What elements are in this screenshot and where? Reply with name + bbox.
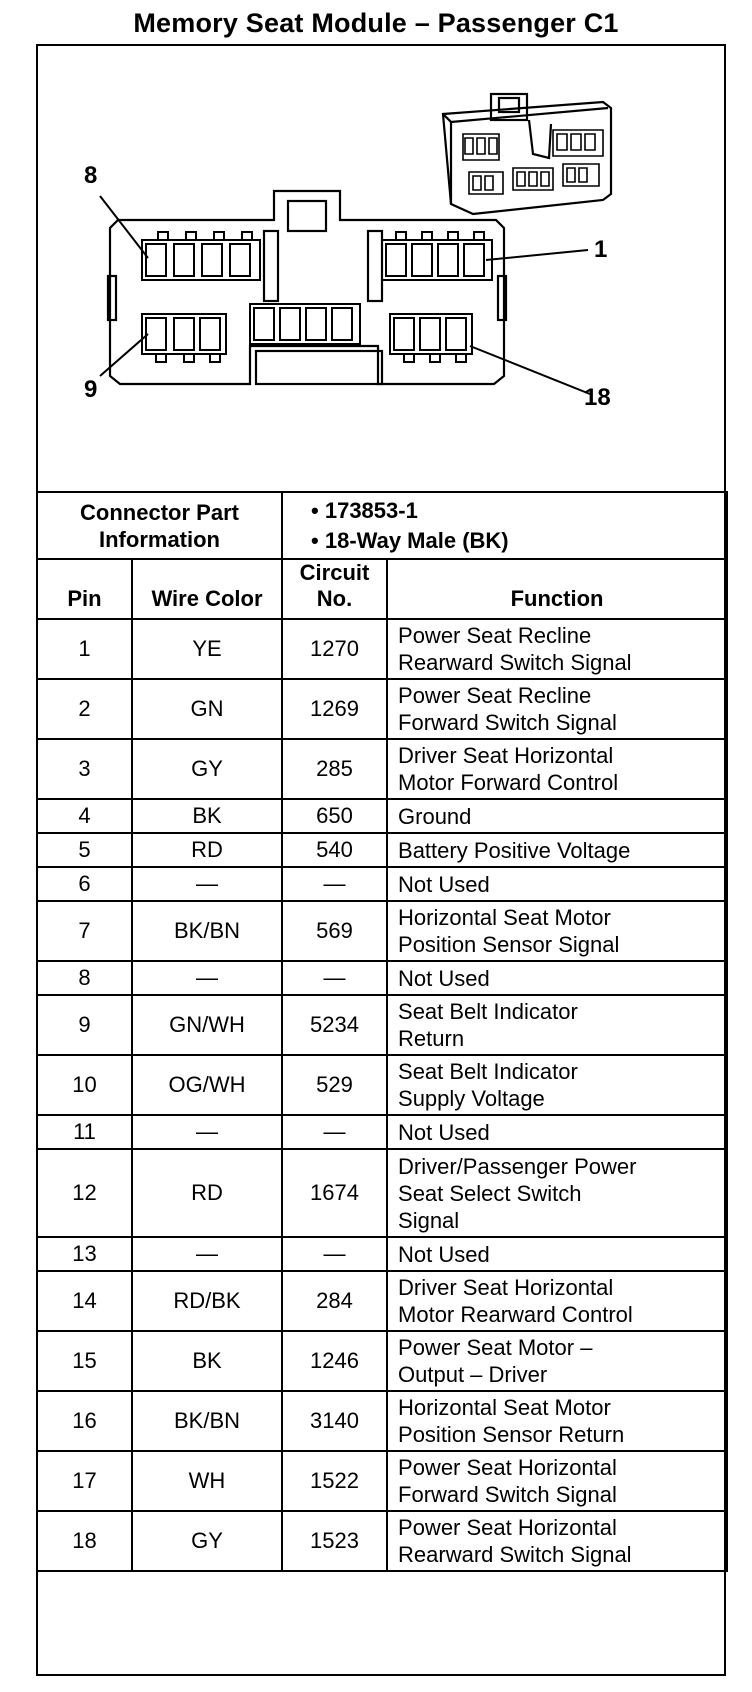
function-cell	[387, 961, 727, 995]
function-cell	[387, 1055, 727, 1115]
function-line: Motor Rearward Control	[398, 1302, 633, 1327]
function-line: Power Seat Recline	[398, 623, 592, 648]
wire-color-cell: GY	[132, 1511, 282, 1571]
function-cell	[387, 1237, 727, 1271]
header-circuit-no: Circuit No.	[282, 559, 387, 619]
connector-info-row	[37, 492, 727, 559]
function-line: Rearward Switch Signal	[398, 1542, 632, 1567]
table-row	[37, 739, 727, 799]
function-cell	[387, 1149, 727, 1237]
wire-color-cell: RD	[132, 1149, 282, 1237]
function-line: Power Seat Horizontal	[398, 1455, 617, 1480]
table-row	[37, 1451, 727, 1511]
pin-label-1: 1	[594, 236, 608, 263]
function-line: Motor Forward Control	[398, 770, 619, 795]
function-cell	[387, 799, 727, 833]
function-cell	[387, 739, 727, 799]
wire-color-cell: —	[132, 1237, 282, 1271]
circuit-cell: 529	[282, 1055, 387, 1115]
table-row	[37, 1511, 727, 1571]
leader-lines	[100, 196, 590, 394]
wire-color-cell: BK/BN	[132, 901, 282, 961]
pin-cell: 4	[37, 799, 132, 833]
wire-color-cell: WH	[132, 1451, 282, 1511]
function-line: Power Seat Motor –	[398, 1335, 593, 1360]
function-cell	[387, 1271, 727, 1331]
connector-description: • 18-Way Male (BK)	[311, 526, 726, 556]
wire-color-cell: —	[132, 1115, 282, 1149]
wire-color-cell: —	[132, 961, 282, 995]
header-wire-color: Wire Color	[132, 559, 282, 619]
function-line: Output – Driver	[398, 1362, 548, 1387]
pin-cell: 3	[37, 739, 132, 799]
pinout-table	[36, 491, 728, 1572]
cavity-row-bottom-right	[390, 314, 472, 362]
function-line: Driver Seat Horizontal	[398, 1275, 614, 1300]
connector-part-number: • 173853-1	[311, 496, 726, 526]
pin-cell: 10	[37, 1055, 132, 1115]
circuit-cell: —	[282, 1115, 387, 1149]
header-function: Function	[387, 559, 727, 619]
table-row	[37, 679, 727, 739]
function-line: Seat Belt Indicator	[398, 999, 578, 1024]
circuit-cell: 1674	[282, 1149, 387, 1237]
function-cell	[387, 995, 727, 1055]
circuit-cell: —	[282, 961, 387, 995]
function-cell	[387, 867, 727, 901]
table-row	[37, 1149, 727, 1237]
function-line: Return	[398, 1026, 465, 1051]
function-line: Horizontal Seat Motor	[398, 1395, 611, 1420]
function-line: Seat Belt Indicator	[398, 1059, 578, 1084]
pin-cell: 12	[37, 1149, 132, 1237]
circuit-cell: 1246	[282, 1331, 387, 1391]
cavity-row-top-left	[142, 232, 260, 280]
function-line: Seat Select Switch	[398, 1180, 582, 1206]
pin-cell: 7	[37, 901, 132, 961]
circuit-cell: —	[282, 867, 387, 901]
function-line: Supply Voltage	[398, 1086, 545, 1111]
circuit-cell: 650	[282, 799, 387, 833]
function-cell	[387, 1331, 727, 1391]
circuit-cell: 569	[282, 901, 387, 961]
circuit-cell: 1523	[282, 1511, 387, 1571]
function-line: Not Used	[398, 1119, 490, 1145]
function-cell	[387, 679, 727, 739]
connector-info-label: Connector Part Information	[37, 492, 282, 559]
function-cell	[387, 1391, 727, 1451]
wire-color-cell: BK/BN	[132, 1391, 282, 1451]
function-line: Power Seat Recline	[398, 683, 592, 708]
table-row	[37, 833, 727, 867]
pin-cell: 2	[37, 679, 132, 739]
connector-face-drawing	[38, 46, 724, 491]
table-row	[37, 995, 727, 1055]
pin-cell: 9	[37, 995, 132, 1055]
pin-cell: 11	[37, 1115, 132, 1149]
function-line: Horizontal Seat Motor	[398, 905, 611, 930]
circuit-cell: 540	[282, 833, 387, 867]
connector-diagram	[38, 46, 724, 491]
table-row	[37, 867, 727, 901]
table-row	[37, 1115, 727, 1149]
function-cell	[387, 833, 727, 867]
cavity-row-bottom-left	[142, 314, 226, 362]
function-line: Ground	[398, 803, 472, 829]
wire-color-cell: RD/BK	[132, 1271, 282, 1331]
function-cell	[387, 1451, 727, 1511]
page-title: Memory Seat Module – Passenger C1	[133, 8, 619, 38]
table-row	[37, 1271, 727, 1331]
wire-color-cell: GN	[132, 679, 282, 739]
function-line: Forward Switch Signal	[398, 710, 617, 735]
function-cell	[387, 619, 727, 679]
wire-color-cell: BK	[132, 799, 282, 833]
function-line: Driver/Passenger Power	[398, 1153, 637, 1179]
table-row	[37, 1055, 727, 1115]
function-cell	[387, 1511, 727, 1571]
circuit-cell: 1522	[282, 1451, 387, 1511]
function-line: Power Seat Horizontal	[398, 1515, 617, 1540]
wire-color-cell: GN/WH	[132, 995, 282, 1055]
wire-color-cell: —	[132, 867, 282, 901]
header-pin: Pin	[37, 559, 132, 619]
pin-cell: 15	[37, 1331, 132, 1391]
wire-color-cell: BK	[132, 1331, 282, 1391]
connector-thumbnail-icon	[443, 94, 611, 214]
function-line: Forward Switch Signal	[398, 1482, 617, 1507]
function-cell	[387, 1115, 727, 1149]
pin-label-8: 8	[84, 162, 98, 189]
connector-housing	[108, 191, 506, 384]
pin-label-9: 9	[84, 376, 98, 403]
circuit-cell: 1269	[282, 679, 387, 739]
pin-cell: 5	[37, 833, 132, 867]
table-row	[37, 799, 727, 833]
table-row	[37, 901, 727, 961]
wire-color-cell: RD	[132, 833, 282, 867]
circuit-cell: 3140	[282, 1391, 387, 1451]
function-line: Signal	[398, 1207, 460, 1233]
circuit-cell: 284	[282, 1271, 387, 1331]
table-row	[37, 961, 727, 995]
pin-cell: 13	[37, 1237, 132, 1271]
pin-cell: 16	[37, 1391, 132, 1451]
pin-cell: 17	[37, 1451, 132, 1511]
function-line: Not Used	[398, 871, 490, 897]
function-line: Battery Positive Voltage	[398, 837, 631, 863]
function-line: Not Used	[398, 965, 490, 991]
wire-color-cell: YE	[132, 619, 282, 679]
cavity-row-bottom-middle	[250, 304, 360, 344]
connector-sheet	[36, 44, 726, 1676]
circuit-cell: 285	[282, 739, 387, 799]
function-line: Rearward Switch Signal	[398, 650, 632, 675]
pin-label-18: 18	[584, 384, 611, 411]
wire-color-cell: OG/WH	[132, 1055, 282, 1115]
pin-cell: 1	[37, 619, 132, 679]
table-row	[37, 1391, 727, 1451]
function-line: Driver Seat Horizontal	[398, 743, 614, 768]
function-cell	[387, 901, 727, 961]
table-row	[37, 1237, 727, 1271]
table-row	[37, 1331, 727, 1391]
circuit-cell: 5234	[282, 995, 387, 1055]
function-line: Not Used	[398, 1241, 490, 1267]
circuit-cell: 1270	[282, 619, 387, 679]
pin-cell: 14	[37, 1271, 132, 1331]
table-header-row	[37, 559, 727, 619]
pin-cell: 6	[37, 867, 132, 901]
pin-cell: 8	[37, 961, 132, 995]
function-line: Position Sensor Signal	[398, 932, 620, 957]
wire-color-cell: GY	[132, 739, 282, 799]
cavity-row-top-right	[382, 232, 492, 280]
table-row	[37, 619, 727, 679]
circuit-cell: —	[282, 1237, 387, 1271]
function-line: Position Sensor Return	[398, 1422, 625, 1447]
connector-info-items	[282, 492, 727, 559]
pin-cell: 18	[37, 1511, 132, 1571]
